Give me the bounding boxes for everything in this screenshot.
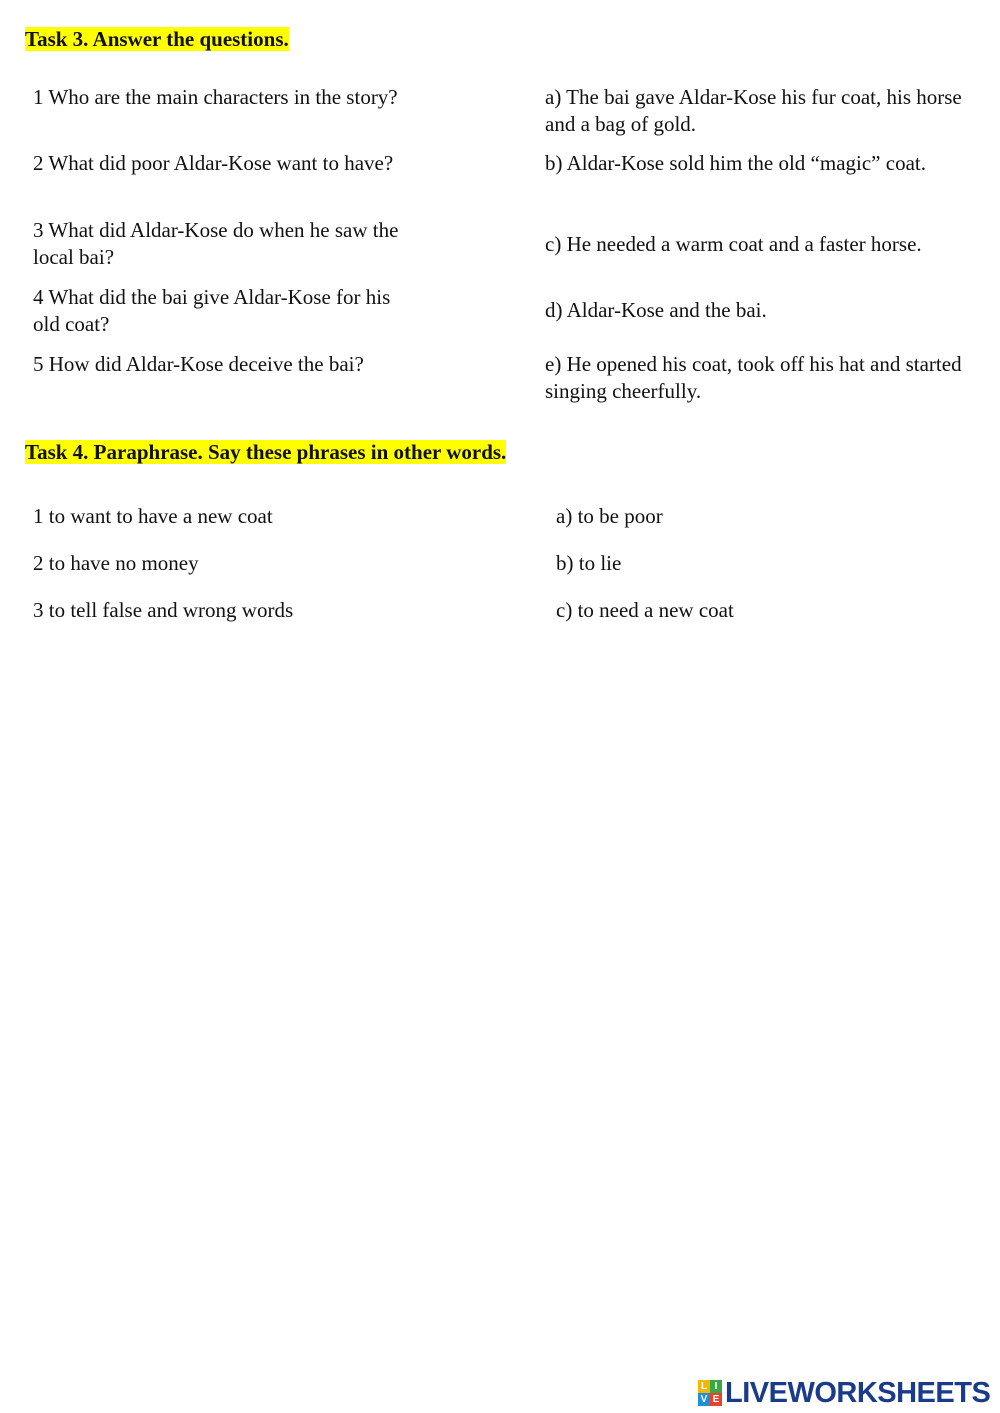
task3-title: Task 3. Answer the questions. (25, 27, 289, 51)
liveworksheets-mark-icon (698, 1380, 722, 1406)
logo-mark-square-e: E (710, 1393, 722, 1406)
liveworksheets-logo (698, 1378, 990, 1408)
logo-mark-square-l: L (698, 1380, 710, 1393)
task3-answer-e: e) He opened his coat, took off his hat and started singing cheerfully. (545, 352, 962, 403)
task4-phrase-3: 3 to tell false and wrong words (33, 598, 294, 622)
task3-question-5: 5 How did Aldar-Kose deceive the bai? (33, 352, 364, 376)
task3-question-4: 4 What did the bai give Aldar-Kose for his old coat? (33, 285, 391, 336)
task3-answer-d: d) Aldar-Kose and the bai. (545, 298, 767, 322)
task4-option-c: c) to need a new coat (556, 598, 734, 622)
liveworksheets-wordmark: LIVEWORKSHEETS (725, 1377, 991, 1409)
task4-option-b: b) to lie (556, 551, 622, 575)
task3-answer-b: b) Aldar-Kose sold him the old “magic” coat. (545, 151, 926, 175)
task3-answer-c: c) He needed a warm coat and a faster horse. (545, 232, 922, 256)
task4-option-a: a) to be poor (556, 504, 663, 528)
task3-question-3: 3 What did Aldar-Kose do when he saw the local bai? (33, 218, 399, 269)
task3-question-1: 1 Who are the main characters in the story? (33, 85, 398, 109)
task3-question-2: 2 What did poor Aldar-Kose want to have? (33, 151, 394, 175)
task4-phrase-1: 1 to want to have a new coat (33, 504, 273, 528)
task4-title: Task 4. Paraphrase. Say these phrases in other words. (25, 440, 507, 464)
logo-mark-square-v: V (698, 1393, 710, 1406)
task4-phrase-2: 2 to have no money (33, 551, 199, 575)
task3-answer-a: a) The bai gave Aldar-Kose his fur coat, his horse and a bag of gold. (545, 85, 962, 136)
logo-mark-square-i: I (710, 1380, 722, 1393)
